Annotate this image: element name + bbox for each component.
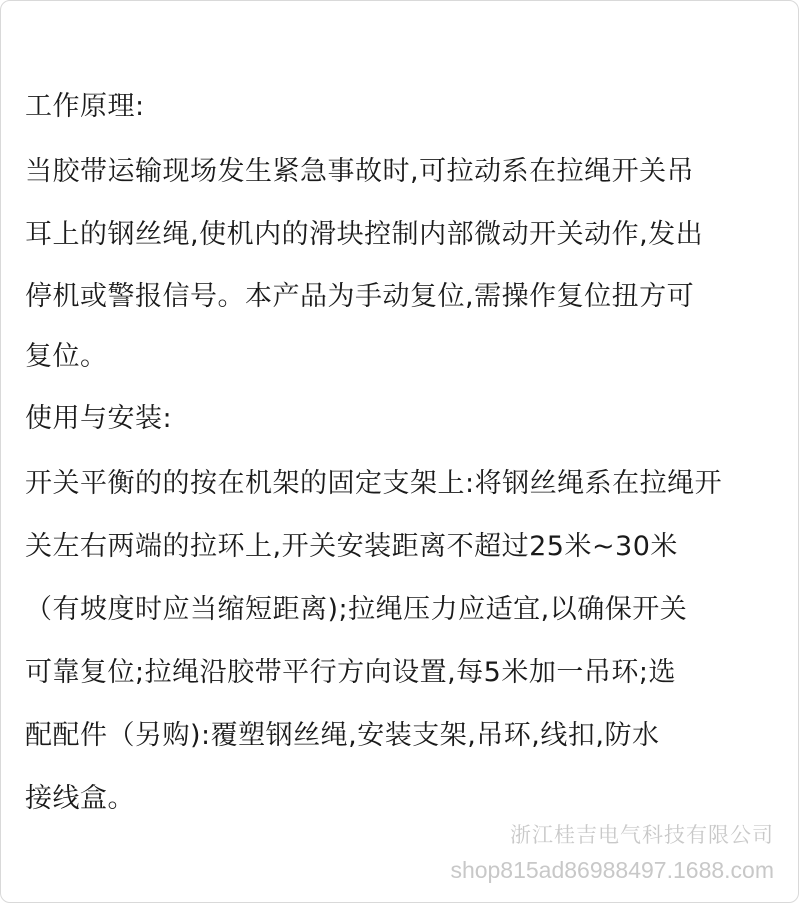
paragraph-line: 接线盒。 — [25, 783, 135, 814]
paragraph-line: 停机或警报信号。本产品为手动复位,需操作复位扭方可 — [25, 281, 695, 312]
paragraph-line: 复位。 — [25, 341, 108, 372]
paragraph-line: 关左右两端的拉环上,开关安装距离不超过25米~30米 — [25, 531, 678, 562]
heading-working-principle: 工作原理: — [25, 91, 145, 122]
paragraph-line: 当胶带运输现场发生紧急事故时,可拉动系在拉绳开关吊 — [25, 156, 695, 187]
watermark-url: shop815ad86988497.1688.com — [450, 857, 774, 883]
paragraph-line: （有坡度时应当缩短距离);拉绳压力应适宜,以确保开关 — [25, 594, 688, 625]
heading-usage-installation: 使用与安装: — [25, 403, 173, 434]
paragraph-line: 可靠复位;拉绳沿胶带平行方向设置,每5米加一吊环;选 — [25, 657, 676, 688]
watermark-company: 浙江桂吉电气科技有限公司 — [510, 824, 774, 847]
paragraph-line: 开关平衡的的按在机架的固定支架上:将钢丝绳系在拉绳开 — [25, 468, 723, 499]
paragraph-line: 耳上的钢丝绳,使机内的滑块控制内部微动开关动作,发出 — [25, 219, 704, 250]
paragraph-line: 配配件（另购):覆塑钢丝绳,安装支架,吊环,线扣,防水 — [25, 720, 660, 751]
